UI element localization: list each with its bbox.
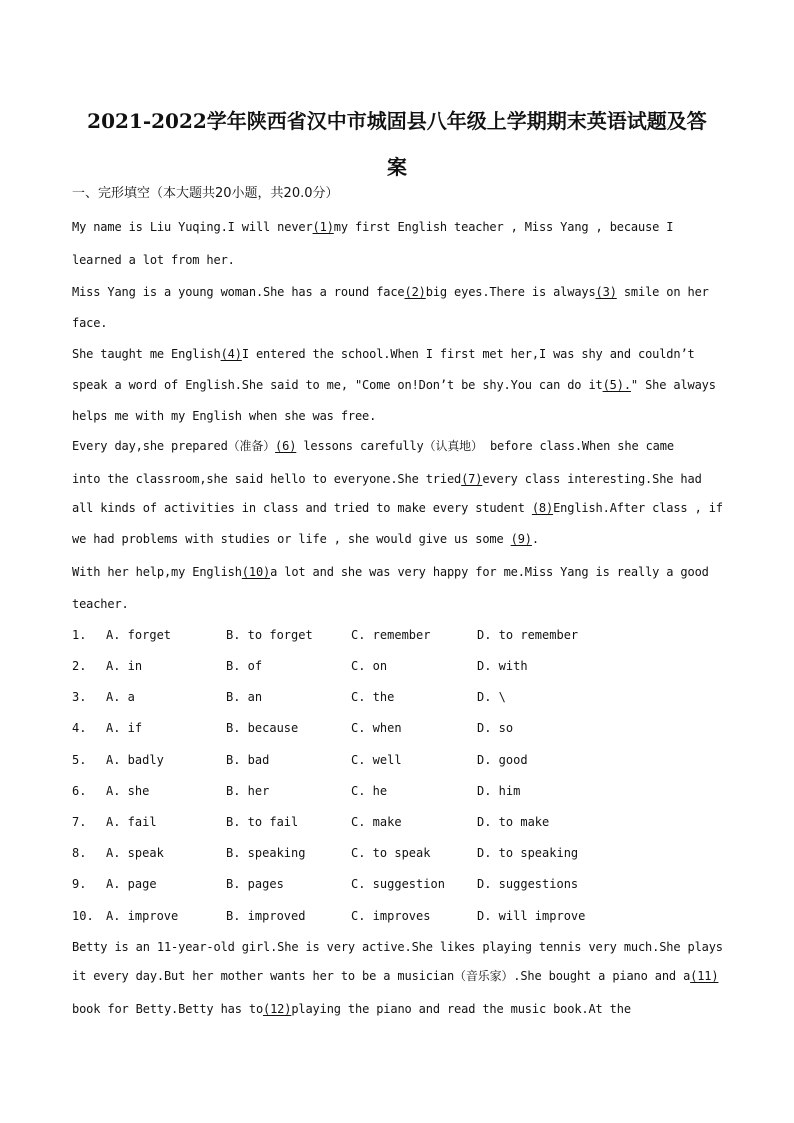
option-a: A. speak: [106, 846, 164, 860]
option-d: D. \: [477, 690, 506, 704]
text: every class interesting.She had: [482, 472, 702, 486]
passage-line: [72, 469, 702, 489]
text: a lot and she was very happy for me.Miss Yang is really a good: [270, 565, 709, 579]
option-a: A. she: [106, 784, 150, 798]
option-c: C. make: [351, 815, 402, 829]
text: I entered the school.When I first met her,I was shy and couldn’t: [241, 347, 695, 361]
text: we had problems with studies or life , she would give us some: [72, 532, 511, 546]
option-c: C. suggestion: [351, 877, 445, 891]
text: lessons carefully（认真地） before class.When she came: [296, 439, 674, 453]
option-b: B. because: [226, 721, 299, 735]
passage-line: teacher.: [72, 597, 129, 611]
option-a: A. in: [106, 659, 143, 673]
text: With her help,my English: [72, 565, 242, 579]
option-d: D. will improve: [477, 909, 586, 923]
passage-line: [72, 498, 723, 518]
text: My name is Liu Yuqing.I will never: [72, 220, 313, 234]
option-a: A. page: [106, 877, 157, 891]
text: speak a word of English.She said to me, "Come on!Don’t be shy.You can do it: [72, 378, 603, 392]
document-title: [60, 98, 734, 190]
blank-11: (11): [690, 969, 719, 983]
question-number: 1.: [72, 628, 87, 642]
text: Every day,she prepared（准备）: [72, 439, 276, 453]
passage-line: [72, 966, 718, 986]
passage-line: [72, 344, 695, 364]
blank-5: (5).: [602, 378, 631, 392]
text: it every day.But her mother wants her to be a musician（音乐家）.She bought a piano and a: [72, 969, 691, 983]
option-d: D. suggestions: [477, 877, 579, 891]
passage-line: face.: [72, 316, 108, 330]
text: playing the piano and read the music book.At the: [291, 1002, 631, 1016]
option-d: D. to speaking: [477, 846, 579, 860]
option-d: D. with: [477, 659, 528, 673]
option-c: C. the: [351, 690, 395, 704]
option-b: B. her: [226, 784, 270, 798]
text: English.After class , if: [553, 501, 723, 515]
option-b: B. to forget: [226, 628, 313, 642]
passage-line: [72, 375, 716, 395]
question-number: 9.: [72, 877, 87, 891]
option-c: C. on: [351, 659, 388, 673]
blank-2: (2): [404, 285, 426, 299]
option-a: A. forget: [106, 628, 172, 642]
title-line-2: 案: [387, 155, 407, 179]
option-c: C. well: [351, 753, 402, 767]
question-number: 10.: [72, 909, 94, 923]
question-number: 7.: [72, 815, 87, 829]
question-number: 4.: [72, 721, 87, 735]
option-b: B. bad: [226, 753, 270, 767]
option-d: D. to remember: [477, 628, 579, 642]
blank-10: (10): [241, 565, 271, 579]
option-b: B. pages: [226, 877, 284, 891]
section-heading: 一、完形填空（本大题共20小题，共20.0分）: [72, 186, 339, 201]
blank-12: (12): [263, 1002, 292, 1016]
option-c: C. to speak: [351, 846, 431, 860]
option-c: C. remember: [351, 628, 431, 642]
option-d: D. him: [477, 784, 521, 798]
text: big eyes.There is always: [425, 285, 596, 299]
option-c: C. when: [351, 721, 402, 735]
blank-1: (1): [312, 220, 334, 234]
option-d: D. to make: [477, 815, 550, 829]
blank-8: (8): [531, 501, 554, 515]
blank-4: (4): [220, 347, 242, 361]
text: into the classroom,she said hello to everyone.She tried: [72, 472, 462, 486]
option-b: B. an: [226, 690, 263, 704]
text: book for Betty.Betty has to: [72, 1002, 264, 1016]
blank-7: (7): [461, 472, 483, 486]
option-b: B. of: [226, 659, 263, 673]
passage-line: [72, 529, 539, 549]
passage-line: [72, 282, 709, 302]
text: all kinds of activities in class and tried to make every student: [72, 501, 532, 515]
option-a: A. a: [106, 690, 135, 704]
text: my first English teacher , Miss Yang , because I: [333, 220, 674, 234]
question-number: 8.: [72, 846, 87, 860]
option-d: D. so: [477, 721, 514, 735]
text: smile on her: [616, 285, 709, 299]
text: She taught me English: [72, 347, 221, 361]
option-b: B. speaking: [226, 846, 306, 860]
blank-3: (3): [595, 285, 617, 299]
passage-line: learned a lot from her.: [72, 253, 235, 267]
option-c: C. improves: [351, 909, 431, 923]
option-c: C. he: [351, 784, 388, 798]
passage-line: Betty is an 11-year-old girl.She is very active.She likes playing tennis very much.She plays: [72, 940, 723, 954]
blank-9: (9): [510, 532, 532, 546]
option-d: D. good: [477, 753, 528, 767]
question-number: 5.: [72, 753, 87, 767]
question-number: 6.: [72, 784, 87, 798]
title-line-1: 2021-2022学年陕西省汉中市城固县八年级上学期期末英语试题及答: [87, 109, 707, 133]
question-number: 2.: [72, 659, 87, 673]
option-a: A. badly: [106, 753, 164, 767]
option-b: B. to fail: [226, 815, 299, 829]
blank-6: (6): [275, 439, 297, 453]
text: .: [531, 532, 539, 546]
text: Miss Yang is a young woman.She has a round face: [72, 285, 405, 299]
question-number: 3.: [72, 690, 87, 704]
option-a: A. improve: [106, 909, 179, 923]
option-b: B. improved: [226, 909, 306, 923]
passage-line: helps me with my English when she was free.: [72, 409, 377, 423]
passage-line: [72, 999, 631, 1019]
option-a: A. if: [106, 721, 143, 735]
option-a: A. fail: [106, 815, 157, 829]
passage-line: [72, 217, 673, 237]
text: " She always: [630, 378, 716, 392]
passage-line: [72, 562, 709, 582]
passage-line: [72, 436, 674, 456]
